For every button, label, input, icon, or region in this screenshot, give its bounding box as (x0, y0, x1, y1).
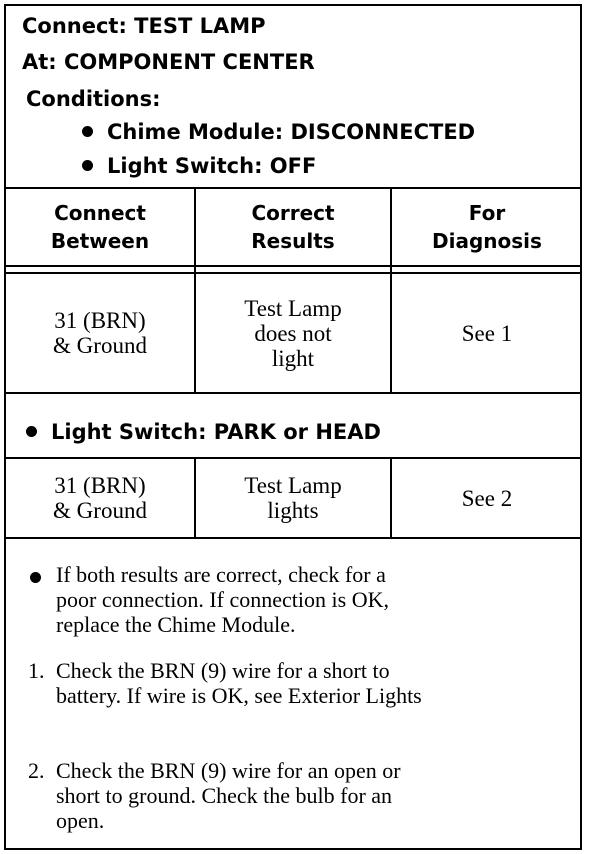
note-bullet: If both results are correct, check for a poor connection. If connection is OK, replace the Chime Module. (56, 562, 389, 637)
conditions-label: Conditions: (26, 87, 161, 111)
column-header-diagnosis: For Diagnosis (432, 201, 542, 253)
note1-text: Check the BRN (9) wire for a short to battery. If wire is OK, see Exterior Lights (56, 658, 422, 708)
subcondition-text: Light Switch: PARK or HEAD (51, 420, 381, 444)
row2-between: 31 (BRN) & Ground (53, 473, 147, 523)
connect-line: Connect: TEST LAMP (22, 14, 266, 38)
condition-item (82, 120, 475, 144)
bullet-icon (26, 426, 37, 437)
at-line: At: COMPONENT CENTER (22, 50, 315, 74)
bullet-icon (82, 126, 93, 137)
note1-number: 1. (28, 658, 45, 683)
note2-number: 2. (28, 758, 45, 783)
row1-diagnosis: See 1 (461, 320, 513, 346)
divider (6, 537, 580, 539)
bullet-icon (30, 572, 41, 583)
condition-text: Light Switch: OFF (107, 154, 317, 178)
divider (6, 265, 580, 267)
column-header-between: Connect Between (50, 201, 150, 253)
row1-result: Test Lamp does not light (244, 295, 342, 371)
divider (6, 392, 580, 394)
row2-result: Test Lamp lights (244, 473, 342, 523)
condition-item (82, 154, 316, 178)
bullet-icon (82, 160, 93, 171)
condition-text: Chime Module: DISCONNECTED (107, 120, 476, 144)
column-header-results: Correct Results (251, 201, 335, 253)
subcondition-line (26, 420, 381, 444)
row1-between: 31 (BRN) & Ground (53, 308, 147, 358)
note2-text: Check the BRN (9) wire for an open or short to ground. Check the bulb for an open. (56, 758, 401, 833)
diagnostic-chart (4, 4, 582, 850)
row2-diagnosis: See 2 (461, 485, 513, 511)
